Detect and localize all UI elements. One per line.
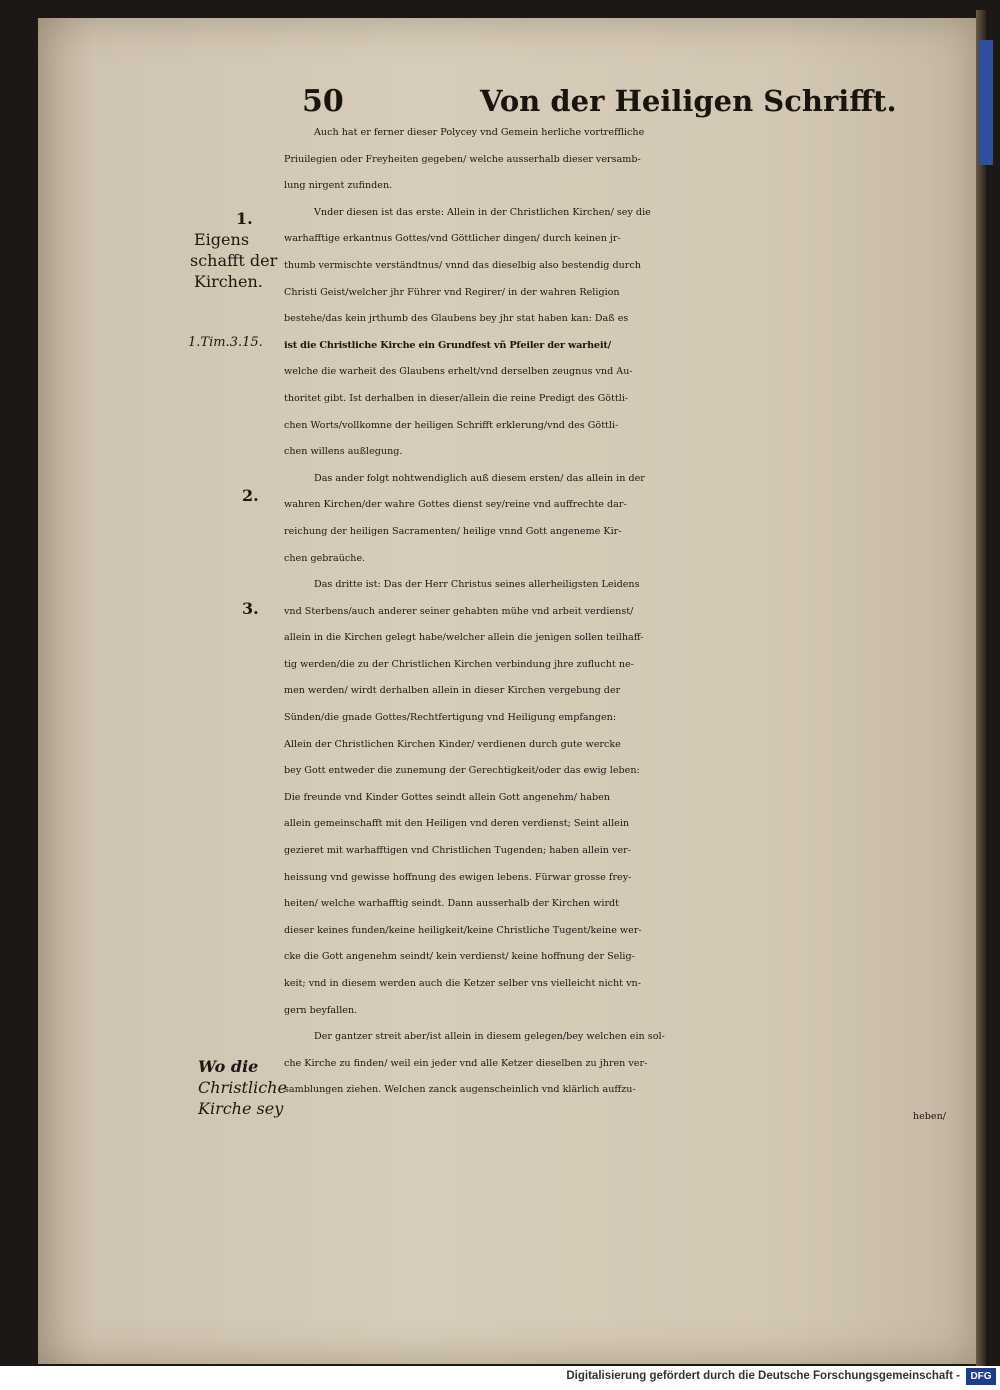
text-line: Auch hat er ferner dieser Polycey vnd Gemein herliche vortreffliche — [314, 127, 645, 138]
margin-line: Kirchen. — [194, 272, 263, 291]
margin-number-2: 2. — [242, 486, 259, 505]
margin-line: Christliche — [198, 1078, 287, 1097]
text-line: reichung der heiligen Sacramenten/ heilige vnnd Gott angeneme Kir- — [284, 525, 622, 537]
text-line: tig werden/die zu der Christlichen Kirchen verbindung jhre zuflucht ne- — [284, 658, 634, 670]
body-text — [284, 120, 974, 1131]
margin-note-reference: 1.Tim.3.15. — [188, 335, 263, 350]
text-line: chen willens außlegung. — [284, 446, 403, 458]
text-line: welche die warheit des Glaubens erhelt/vnd derselben zeugnus vnd Au- — [284, 366, 633, 378]
text-line: bestehe/das kein jrthumb des Glaubens bey jhr stat haben kan: Daß es — [284, 313, 629, 325]
margin-note-1 — [190, 208, 278, 292]
running-head — [0, 78, 1000, 118]
text-line: dieser keines funden/keine heiligkeit/keine Christliche Tugent/keine wer- — [284, 924, 642, 936]
margin-note-where — [198, 1056, 287, 1119]
text-line: Allein der Christlichen Kirchen Kinder/ verdienen durch gute wercke — [284, 738, 621, 750]
text-line: gern beyfallen. — [284, 1004, 358, 1016]
text-line: chen Worts/vollkomne der heiligen Schrifft erklerung/vnd des Göttli- — [284, 419, 619, 431]
text-line: allein gemeinschafft mit den Heiligen vnd deren verdienst; Seint allein — [284, 818, 630, 830]
text-line: samblungen ziehen. Welchen zanck augenscheinlich vnd klärlich auffzu- — [284, 1084, 636, 1096]
text-line: Die freunde vnd Kinder Gottes seindt allein Gott angenehm/ haben — [284, 791, 610, 803]
text-line: vnd Sterbens/auch anderer seiner gehabten mühe vnd arbeit verdienst/ — [284, 605, 634, 617]
footer-credit: Digitalisierung gefördert durch die Deutsche Forschungsgemeinschaft - — [566, 1370, 960, 1382]
text-line: thumb vermischte verständtnus/ vnnd das dieselbig also bestendig durch — [284, 259, 641, 271]
footer-bar — [0, 1366, 1000, 1390]
text-line-emphasis: ist die Christliche Kirche ein Grundfest vñ Pfeiler der warheit/ — [284, 339, 611, 351]
text-line: che Kirche zu finden/ weil ein jeder vnd alle Ketzer dieselben zu jhren ver- — [284, 1057, 648, 1069]
text-line: Priuilegien oder Freyheiten gegeben/ welche ausserhalb dieser versamb- — [284, 153, 641, 165]
text-line: heissung vnd gewisse hoffnung des ewigen lebens. Fürwar grosse frey- — [284, 871, 632, 883]
text-line: heiten/ welche warhafftig seindt. Dann ausserhalb der Kirchen wirdt — [284, 898, 620, 910]
margin-number-3: 3. — [242, 599, 259, 618]
text-line: warhafftige erkantnus Gottes/vnd Göttlicher dingen/ durch keinen jr- — [284, 233, 621, 245]
text-line: cke die Gott angenehm seindt/ kein verdienst/ keine hoffnung der Selig- — [284, 951, 635, 963]
text-line: Vnder diesen ist das erste: Allein in der Christlichen Kirchen/ sey die — [314, 206, 651, 218]
text-line: men werden/ wirdt derhalben allein in dieser Kirchen vergebung der — [284, 685, 621, 697]
margin-line: Kirche sey — [198, 1099, 284, 1118]
text-line: Das ander folgt nohtwendiglich auß diesem ersten/ das allein in der — [314, 472, 645, 484]
text-line: gezieret mit warhafftigen vnd Christlichen Tugenden; haben allein ver- — [284, 845, 631, 857]
text-line: Sünden/die gnade Gottes/Rechtfertigung vnd Heiligung empfangen: — [284, 712, 617, 724]
dfg-logo: DFG — [966, 1368, 996, 1385]
text-line-catchword: heben/ — [912, 1110, 946, 1122]
page-number: 50 — [302, 84, 344, 119]
text-line: thoritet gibt. Ist derhalben in dieser/allein die reine Predigt des Göttli- — [284, 392, 629, 404]
text-line: Christi Geist/welcher jhr Führer vnd Regirer/ in der wahren Religion — [284, 286, 620, 298]
margin-line: Eigens — [194, 230, 250, 249]
page-edge — [976, 10, 986, 1366]
text-line: lung nirgent zufinden. — [284, 180, 393, 192]
text-line: keit; vnd in diesem werden auch die Ketzer selber vns vielleicht nicht vn- — [284, 978, 641, 989]
margin-number: 1. — [236, 209, 253, 228]
margin-line: Wo die — [198, 1057, 259, 1076]
page-title: Von der Heiligen Schrifft. — [480, 84, 897, 118]
text-line: Das dritte ist: Das der Herr Christus seines allerheiligsten Leidens — [314, 579, 640, 591]
text-line: allein in die Kirchen gelegt habe/welcher allein die jenigen sollen teilhaff- — [284, 632, 644, 644]
text-line: wahren Kirchen/der wahre Gottes dienst sey/reine vnd auffrechte dar- — [284, 499, 627, 511]
text-line: bey Gott entweder die zunemung der Gerechtigkeit/oder das ewig leben: — [284, 765, 640, 777]
text-line: Der gantzer streit aber/ist allein in diesem gelegen/bey welchen ein sol- — [314, 1031, 665, 1043]
text-line: chen gebraüche. — [284, 552, 366, 564]
margin-line: schafft der — [190, 251, 278, 270]
